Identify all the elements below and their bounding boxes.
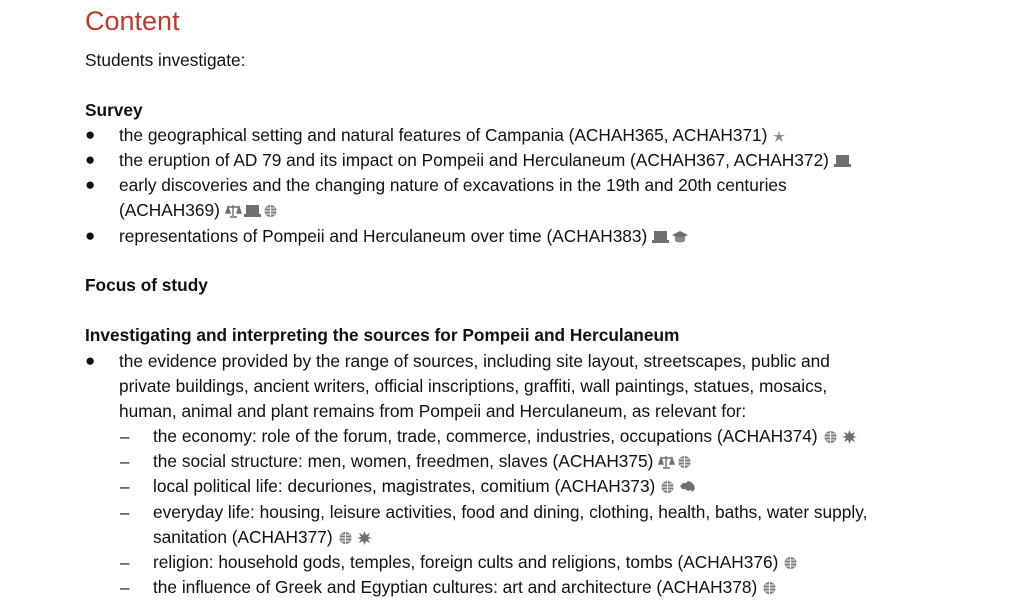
intercultural-icon (823, 430, 838, 444)
list-item: early discoveries and the changing nature of excavations in the 19th and 20th centuries (119, 175, 787, 195)
dash-marker: – (120, 553, 130, 572)
list-item-continuation: private buildings, ancient writers, official inscriptions, graffiti, wall paintings, statues, mosaics, (119, 376, 828, 396)
focus-heading: Focus of study (85, 275, 208, 295)
ict-icon (244, 204, 259, 218)
ict-icon (652, 230, 667, 244)
list-item: the eruption of AD 79 and its impact on Pompeii and Herculaneum (ACHAH367, ACHAH372) (119, 148, 849, 173)
sub-list-item: local political life: decuriones, magistrates, comitium (ACHAH373) (153, 474, 694, 499)
ethics-icon (225, 204, 240, 218)
sub-list-item: the economy: role of the forum, trade, commerce, industries, occupations (ACHAH374) (153, 424, 857, 449)
bullet-dot: ● (85, 125, 96, 144)
bullet-dot: ● (85, 175, 96, 194)
critical-thinking-icon (671, 230, 686, 244)
investigating-heading: Investigating and interpreting the sources for Pompeii and Herculaneum (85, 325, 680, 345)
sub-list-item: everyday life: housing, leisure activities, food and dining, clothing, health, baths, water supply, (153, 502, 868, 522)
intercultural-icon (762, 581, 777, 595)
list-item: the evidence provided by the range of sources, including site layout, streetscapes, public and (119, 351, 830, 371)
ict-icon (834, 154, 849, 168)
ethics-icon (658, 455, 673, 469)
bullet-dot: ● (85, 226, 96, 245)
page-heading: Content (85, 6, 180, 36)
list-item-continuation: (ACHAH369) (119, 198, 278, 223)
intercultural-icon (783, 556, 798, 570)
intercultural-icon (263, 204, 278, 218)
sub-list-item: religion: household gods, temples, foreign cults and religions, tombs (ACHAH376) (153, 550, 798, 575)
aboriginal-icon (679, 480, 694, 494)
dash-marker: – (120, 452, 130, 471)
dash-marker: – (120, 503, 130, 522)
list-item: the geographical setting and natural features of Campania (ACHAH365, ACHAH371) (119, 123, 787, 148)
dash-marker: – (120, 477, 130, 496)
bullet-dot: ● (85, 150, 96, 169)
intercultural-icon (677, 455, 692, 469)
bullet-dot: ● (85, 351, 96, 370)
sub-list-item: the influence of Greek and Egyptian cultures: art and architecture (ACHAH378) (153, 575, 777, 600)
intro-text: Students investigate: (85, 50, 246, 70)
asia-icon (357, 531, 372, 545)
list-item-continuation: human, animal and plant remains from Pompeii and Herculaneum, as relevant for: (119, 401, 747, 421)
dash-marker: – (120, 578, 130, 597)
sustainability-icon (772, 129, 787, 143)
intercultural-icon (660, 480, 675, 494)
intercultural-icon (338, 531, 353, 545)
survey-heading: Survey (85, 100, 143, 120)
sub-list-item: the social structure: men, women, freedmen, slaves (ACHAH375) (153, 449, 692, 474)
dash-marker: – (120, 427, 130, 446)
list-item: representations of Pompeii and Herculaneum over time (ACHAH383) (119, 224, 686, 249)
asia-icon (842, 430, 857, 444)
sub-list-item-continuation: sanitation (ACHAH377) (153, 525, 372, 550)
